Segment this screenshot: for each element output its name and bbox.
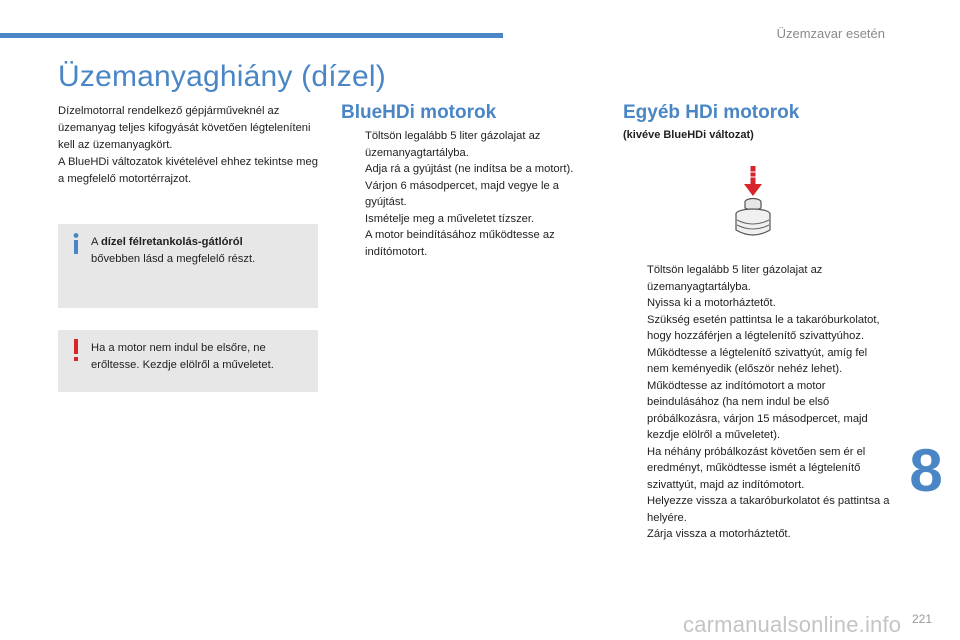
step-text: Helyezze vissza a takaróburkolatot és pattintsa a helyére. (647, 495, 890, 524)
step-text: Várjon 6 másodpercet, majd vegye le a gyújtást. (365, 179, 560, 208)
info-note (58, 224, 318, 308)
list-item (341, 227, 603, 260)
info-note-prefix: A (91, 236, 101, 248)
step-text: Szükség esetén pattintsa le a takaróburkolatot, hogy hozzáférjen a légtelenítő szivattyúhoz. (647, 313, 880, 342)
step-text: A motor beindításához működtesse az indítómotort. (365, 229, 555, 258)
info-note-bold: dízel félretankolás-gátlóról (100, 236, 243, 248)
list-item (341, 178, 603, 211)
intro-paragraph-1: Dízelmotorral rendelkező gépjárműveknél az üzemanyag teljes kifogyását követően légteleníteni kell az üzemanyagkört. (58, 105, 311, 151)
page-title: Üzemanyaghiány (dízel) (58, 60, 386, 93)
list-item (341, 211, 603, 228)
step-text: Nyissa ki a motorháztetőt. (647, 297, 776, 309)
info-icon (69, 232, 83, 256)
list-item (623, 493, 891, 526)
step-text: Ha néhány próbálkozást követően sem ér el eredményt, működtesse ismét a légtelenítő szivattyút, majd az indítómotort. (647, 445, 866, 491)
list-item (341, 128, 603, 161)
list-item (623, 262, 891, 295)
warning-note-text: Ha a motor nem indul be elsőre, ne erőltesse. Kezdje elölről a műveletet. (91, 342, 274, 371)
other-hdi-subtitle: (kivéve BlueHDi változat) (623, 129, 754, 141)
list-item (623, 526, 891, 543)
step-text: Töltsön legalább 5 liter gázolajat az üzemanyagtartályba. (647, 264, 823, 293)
list-item (623, 378, 891, 444)
page-number: 221 (911, 612, 932, 626)
other-hdi-title: Egyéb HDi motorok (623, 102, 800, 123)
step-text: Zárja vissza a motorháztetőt. (647, 528, 791, 540)
chapter-number: 8 (909, 437, 943, 504)
intro-paragraph-2: A BlueHDi változatok kivételével ehhez tekintse meg a megfelelő motortérrajzot. (58, 156, 318, 185)
step-text: Működtesse a légtelenítő szivattyút, amíg fel nem keményedik (először nehéz lehet). (647, 346, 868, 375)
bluehdi-steps (341, 128, 603, 260)
list-item (341, 161, 603, 178)
section-header: Üzemzavar esetén (776, 26, 885, 41)
step-text: Működtesse az indítómotort a motor beindulásához (ha nem indul be első próbálkozásra, várjon 15 másodpercet, majd kezdje elölről a műveletet). (647, 379, 868, 441)
intro-text (58, 103, 323, 188)
bluehdi-title: BlueHDi motorok (341, 102, 497, 123)
list-item (623, 295, 891, 312)
top-accent-bar (0, 33, 503, 38)
info-note-text (91, 234, 308, 268)
list-item (623, 312, 891, 345)
step-text: Adja rá a gyújtást (ne indítsa be a motort). (365, 163, 574, 175)
warning-note (58, 330, 318, 392)
other-hdi-steps (623, 262, 891, 543)
info-note-suffix: bővebben lásd a megfelelő részt. (91, 253, 256, 265)
exclamation-icon (69, 338, 83, 362)
priming-pump-icon (731, 164, 775, 240)
list-item (623, 444, 891, 494)
step-text: Töltsön legalább 5 liter gázolajat az üzemanyagtartályba. (365, 130, 541, 159)
watermark: carmanualsonline.info (683, 612, 902, 637)
list-item (623, 345, 891, 378)
step-text: Ismételje meg a műveletet tízszer. (365, 212, 535, 225)
